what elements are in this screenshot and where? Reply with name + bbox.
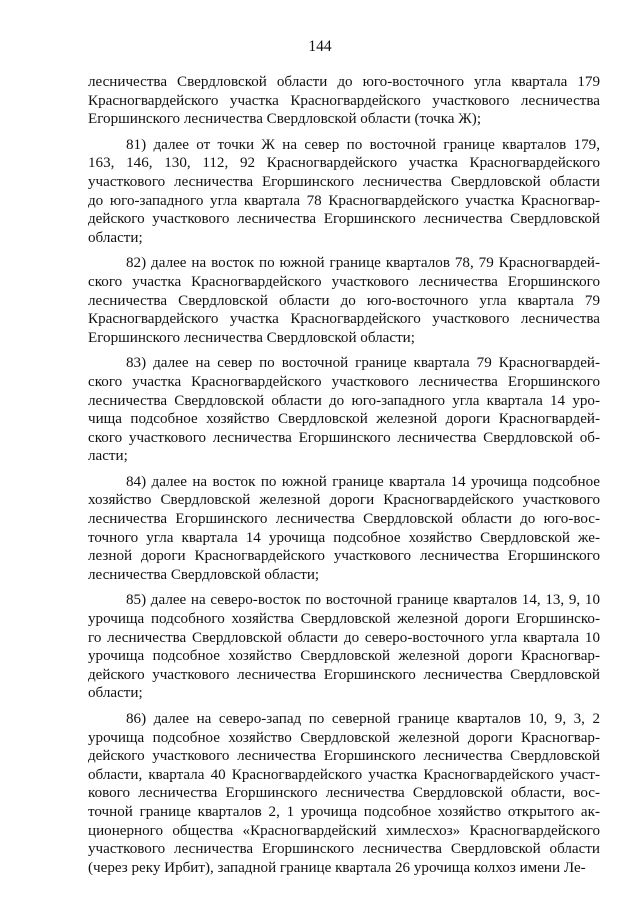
text-line: участкового лесничества Егоршинского лесничества Свердловской области (88, 173, 600, 190)
text-line: дейского участкового лесничества Егоршинского лесничества Свердловской (88, 748, 600, 765)
text-line: кового лесничества Егоршинского лесничества Свердловской области, вос- (88, 785, 600, 802)
text-line: 85) далее на северо-восток по восточной границе кварталов 14, 13, 9, 10 (126, 592, 600, 609)
text-line: 86) далее на северо-запад по северной границе кварталов 10, 9, 3, 2 (126, 711, 600, 727)
text-line: точного угла квартала 14 урочища подсобное хозяйство Свердловской же- (88, 529, 600, 546)
document-body (88, 73, 600, 884)
text-line: урочища подсобное хозяйство Свердловской железной дороги Красногвар- (88, 648, 600, 665)
text-line: лезной дороги Красногвардейского участкового лесничества Егоршинского (88, 548, 600, 565)
text-line: лесничества Свердловской области до юго-западного угла квартала 14 уро- (88, 392, 600, 409)
text-line: 82) далее на восток по южной границе кварталов 78, 79 Красногвардей- (126, 255, 600, 272)
text-line: Егоршинского лесничества Свердловской области (точка Ж); (88, 111, 482, 128)
text-line: лесничества Свердловской области до юго-восточного угла квартала 179 (88, 74, 600, 90)
paragraph (88, 710, 600, 877)
text-line: дейского участкового лесничества Егоршинского лесничества Свердловской (88, 211, 600, 228)
text-line: ласти; (88, 448, 128, 465)
text-line: лесничества Свердловской области; (88, 566, 320, 583)
paragraph (88, 73, 600, 129)
text-line: чища подсобное хозяйство Свердловской железной дороги Красногвардей- (88, 411, 600, 428)
text-line: 81) далее от точки Ж на север по восточной границе кварталов 179, (126, 136, 600, 153)
text-line: Егоршинского лесничества Свердловской области; (88, 329, 415, 346)
text-line: Красногвардейского участка Красногвардейского участкового лесничества (88, 92, 600, 109)
page-number: 144 (308, 38, 332, 55)
text-line: 163, 146, 130, 112, 92 Красногвардейского участка Красногвардейского (88, 155, 600, 172)
text-line: лесничества Егоршинского лесничества Свердловской области до юго-вос- (88, 511, 600, 528)
text-line: го лесничества Свердловской области до северо-восточного угла квартала 10 (88, 629, 600, 646)
text-line: дейского участкового лесничества Егоршинского лесничества Свердловской (88, 666, 600, 683)
text-line: урочища подсобное хозяйство Свердловской железной дороги Красногвар- (88, 729, 600, 746)
text-line: ского участкового лесничества Егоршинского лесничества Свердловской об- (88, 429, 600, 446)
paragraph (88, 591, 600, 703)
text-line: области; (88, 685, 143, 702)
text-line: урочища подсобного хозяйства Свердловской железной дороги Егоршинско- (88, 611, 600, 628)
text-line: хозяйство Свердловской железной дороги Красногвардейского участкового (88, 492, 600, 509)
text-line: до юго-западного угла квартала 78 Красногвардейского участка Красногвар- (88, 192, 600, 209)
text-line: ского участка Красногвардейского участкового лесничества Егоршинского (88, 273, 600, 290)
text-line: ского участка Красногвардейского участкового лесничества Егоршинского (88, 373, 600, 390)
text-line: ционерного общества «Красногвардейский химлесхоз» Красногвардейского (88, 822, 600, 839)
text-line: Красногвардейского участка Красногвардейского участкового лесничества (88, 311, 600, 328)
text-line: точной границе кварталов 2, 1 урочища подсобное хозяйство открытого ак- (88, 803, 600, 820)
text-line: 83) далее на север по восточной границе квартала 79 Красногвардей- (126, 355, 600, 372)
text-line: участкового лесничества Егоршинского лесничества Свердловской области (88, 841, 600, 858)
paragraph (88, 254, 600, 347)
paragraph (88, 136, 600, 248)
text-line: (через реку Ирбит), западной границе квартала 26 урочища колхоз имени Ле- (88, 859, 586, 876)
text-line: лесничества Свердловской области до юго-восточного угла квартала 79 (88, 292, 600, 309)
text-line: области; (88, 229, 143, 246)
text-line: области, квартала 40 Красногвардейского участка Красногвардейского участ- (88, 766, 600, 783)
text-line: 84) далее на восток по южной границе квартала 14 урочища подсобное (126, 473, 600, 490)
paragraph (88, 473, 600, 585)
paragraph (88, 354, 600, 466)
